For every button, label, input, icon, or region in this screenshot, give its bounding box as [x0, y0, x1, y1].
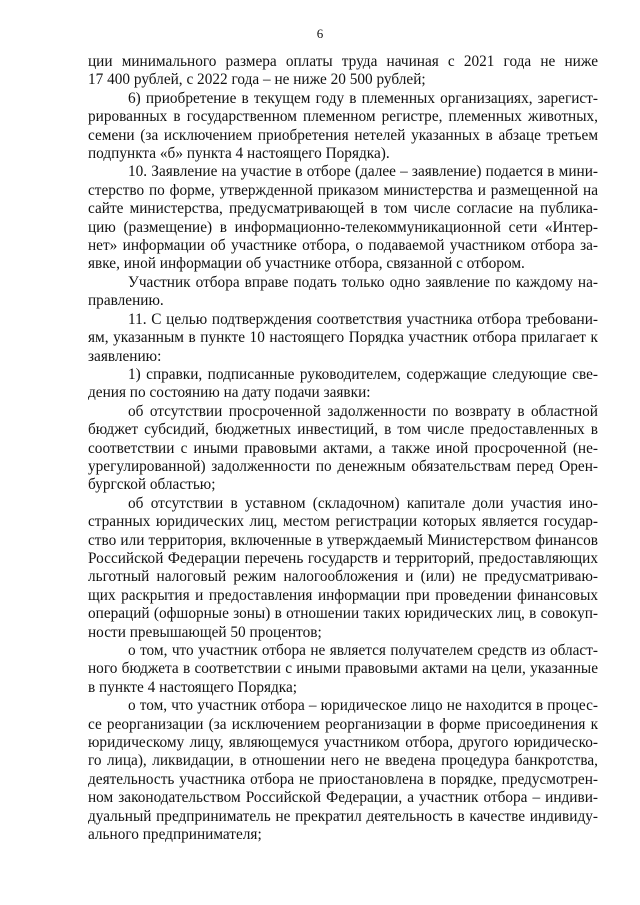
- paragraph-not-recipient: [88, 642, 598, 697]
- text-line: странных юридических лиц, местом регистрации которых является государ-: [88, 513, 598, 531]
- text-line: стерство по форме, утвержденной приказом министерства и размещенной на: [88, 181, 598, 199]
- text-line: 17 400 рублей, с 2022 года – не ниже 20 500 рублей;: [88, 71, 426, 89]
- paragraph-item-6: [88, 90, 598, 164]
- text-line: Участник отбора вправе подать только одно заявление по каждому на-: [128, 273, 598, 291]
- text-line: бюджет субсидий, бюджетных инвестиций, в том числе предоставленных в: [88, 421, 598, 439]
- text-line: соответствии с иными правовыми актами, а также иной просроченной (не-: [88, 439, 598, 457]
- text-line: ального предпринимателя;: [88, 826, 262, 844]
- text-line: в пункте 4 настоящего Порядка;: [88, 678, 298, 696]
- text-line: урегулированной) задолженности по денежным обязательствам перед Орен-: [88, 457, 598, 475]
- text-line: операций (офшорные зоны) в отношении таких юридических лиц, в совокуп-: [88, 605, 598, 623]
- page-number: 6: [316, 26, 324, 41]
- paragraph-clause-11: [88, 311, 598, 366]
- paragraph-clause-10: [88, 163, 598, 273]
- paragraph-one-application: [88, 274, 598, 311]
- text-line: о том, что участник отбора не является получателем средств из област-: [128, 642, 598, 659]
- text-line: семени (за исключением приобретения нетелей указанных в абзаце третьем: [88, 126, 598, 144]
- text-line: ном законодательством Российской Федерации, а участник отбора – индиви-: [88, 789, 598, 807]
- text-line: 10. Заявление на участие в отборе (далее – заявление) подается в мини-: [128, 163, 598, 181]
- paragraph-item-1-certificates: [88, 366, 598, 403]
- paragraph-no-debt: [88, 403, 598, 495]
- text-line: ности превышающей 50 процентов;: [88, 623, 322, 641]
- text-line: дения по состоянию на дату подачи заявки:: [88, 384, 371, 402]
- paragraph-cont-min-wage: [88, 53, 598, 90]
- text-line: ции минимального размера оплаты труда начиная с 2021 года не ниже: [88, 53, 598, 70]
- text-line: об отсутствии в уставном (складочном) капитале доли участия ино-: [128, 494, 598, 512]
- paragraph-not-reorganized: [88, 697, 598, 844]
- text-line: о том, что участник отбора – юридическое лицо не находится в процес-: [128, 697, 598, 715]
- text-line: льготный налоговый режим налогообложения и (или) не предусматриваю-: [88, 568, 598, 586]
- text-line: подпункта «б» пункта 4 настоящего Порядка).: [88, 145, 390, 163]
- text-line: сайте министерства, предусматривающей в том числе согласие на публика-: [88, 200, 598, 218]
- text-line: 11. С целью подтверждения соответствия участника отбора требовани-: [128, 310, 598, 328]
- text-line: ного бюджета в соответствии с иными правовыми актами на цели, указанные: [88, 660, 598, 678]
- text-line: явке, иной информации об участнике отбора, связанной с отбором.: [88, 255, 525, 273]
- text-line: бургской областью;: [88, 476, 216, 494]
- text-line: го лица), ликвидации, в отношении него не введена процедура банкротства,: [88, 752, 598, 770]
- text-line: се реорганизации (за исключением реорганизации в форме присоединения к: [88, 715, 598, 733]
- text-line: дуальный предприниматель не прекратил деятельность в качестве индивиду-: [88, 807, 598, 825]
- text-line: рированных в государственном племенном регистре, племенных животных,: [88, 108, 598, 126]
- text-line: щих раскрытия и предоставления информации при проведении финансовых: [88, 586, 598, 604]
- text-line: Российской Федерации перечень государств и территорий, предоставляющих: [88, 549, 598, 567]
- text-line: юридическому лицу, являющемуся участником отбора, другого юридическо-: [88, 734, 598, 752]
- text-line: ям, указанным в пункте 10 настоящего Порядка участник отбора прилагает к: [88, 329, 598, 347]
- text-line: 6) приобретение в текущем году в племенных организациях, зарегист-: [128, 89, 598, 107]
- text-line: правлению.: [88, 292, 164, 310]
- text-line: 1) справки, подписанные руководителем, содержащие следующие све-: [128, 365, 598, 383]
- text-line: об отсутствии просроченной задолженности по возврату в областной: [128, 402, 598, 420]
- document-body: [88, 53, 598, 844]
- text-line: цию (размещение) в информационно-телекоммуникационной сети «Интер-: [88, 218, 598, 236]
- text-line: нет» информации об участнике отбора, о подаваемой участником отбора за-: [88, 237, 598, 255]
- text-line: деятельность участника отбора не приостановлена в порядке, предусмотрен-: [88, 770, 598, 788]
- text-line: ство или территория, включенные в утверждаемый Министерством финансов: [88, 531, 598, 549]
- text-line: заявлению:: [88, 347, 162, 365]
- paragraph-no-foreign-share: [88, 495, 598, 642]
